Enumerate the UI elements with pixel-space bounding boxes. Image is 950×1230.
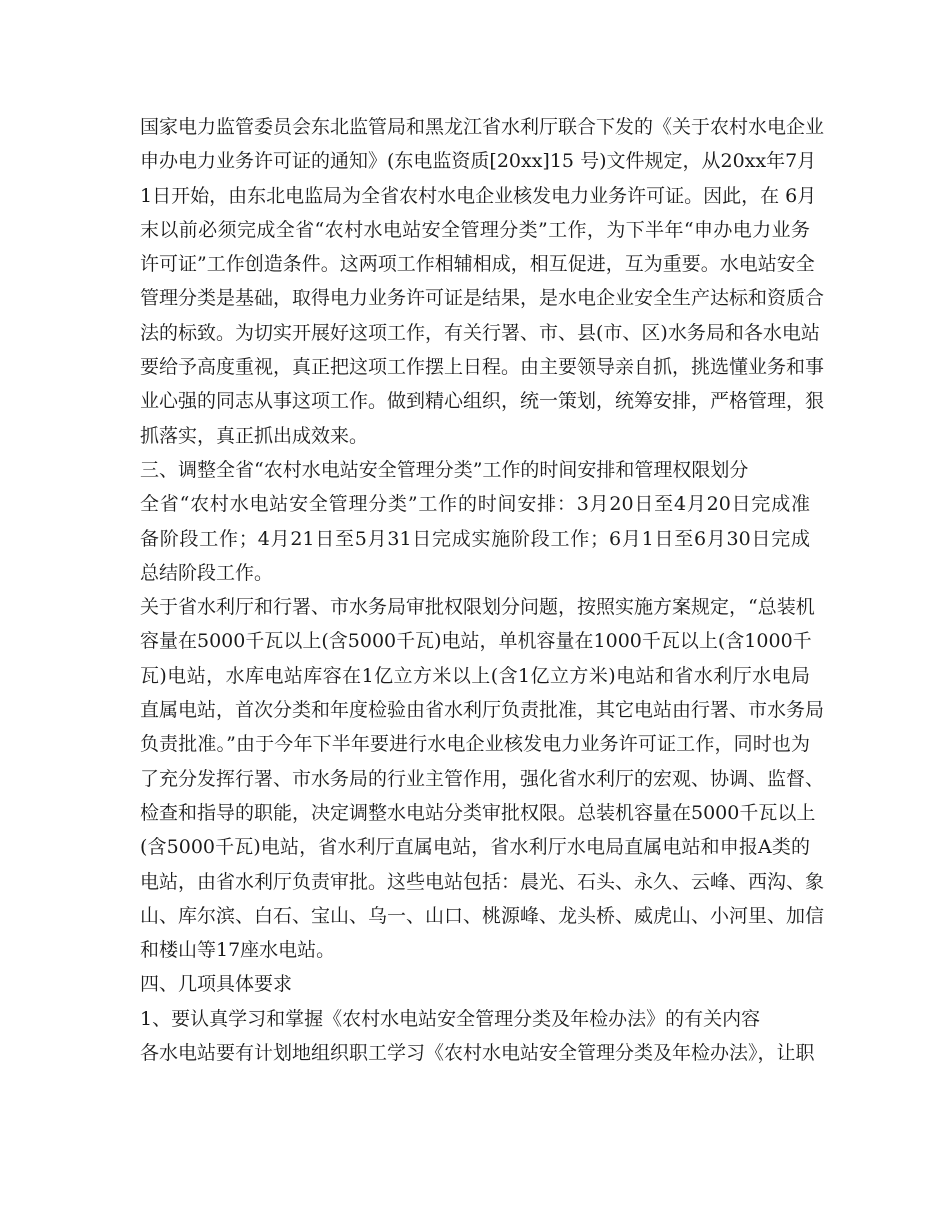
- text-line: 申办电力业务许可证的通知》(东电监资质[20xx]15 号)文件规定，从20xx年7月: [140, 150, 817, 173]
- text-line: 容量在5000千瓦以上(含5000千瓦)电站，单机容量在1000千瓦以上(含1000千: [140, 630, 812, 653]
- text-line: 国家电力监管委员会东北监管局和黑龙江省水利厅联合下发的《关于农村水电企业: [140, 116, 825, 138]
- text-line: 法的标致。为切实开展好这项工作，有关行署、市、县(市、区)水务局和各水电站: [140, 321, 820, 344]
- text-line: 检查和指导的职能，决定调整水电站分类审批权限。总装机容量在5000千瓦以上: [140, 801, 816, 824]
- text-line: 了充分发挥行署、市水务局的行业主管作用，强化省水利厅的宏观、协调、监督、: [140, 767, 825, 790]
- text-line: (含5000千瓦)电站，省水利厅直属电站，省水利厅水电局直属电站和申报A类的: [140, 836, 810, 859]
- text-line: 瓦)电站，水库电站库容在1亿立方米以上(含1亿立方米)电站和省水利厅水电局: [140, 664, 810, 687]
- text-line: 业心强的同志从事这项工作。做到精心组织，统一策划，统筹安排，严格管理，狠: [140, 390, 825, 413]
- text-line: 直属电站，首次分类和年度检验由省水利厅负责批准，其它电站由行署、市水务局: [140, 699, 825, 722]
- section-heading-3: 三、调整全省“农村水电站安全管理分类”工作的时间安排和管理权限划分: [140, 458, 749, 481]
- text-line: 负责批准。”由于今年下半年要进行水电企业核发电力业务许可证工作，同时也为: [140, 733, 810, 756]
- paragraph-last-line: 总结阶段工作。: [140, 561, 274, 584]
- section-heading-4: 四、几项具体要求: [140, 973, 293, 996]
- text-line: 关于省水利厅和行署、市水务局审批权限划分问题，按照实施方案规定，“总装机: [140, 596, 815, 619]
- text-line: 各水电站要有计划地组织职工学习《农村水电站安全管理分类及年检办法》，让职: [140, 1042, 815, 1065]
- paragraph-last-line: 抓落实，真正抓出成效来。: [140, 424, 369, 447]
- text-line: 全省“农村水电站安全管理分类”工作的时间安排：3月20日至4月20日完成准: [140, 493, 810, 516]
- text-line: 1日开始，由东北电监局为全省农村水电企业核发电力业务许可证。因此，在 6月: [140, 184, 817, 207]
- text-line: 要给予高度重视，真正把这项工作摆上日程。由主要领导亲自抓，挑选懂业务和事: [140, 356, 825, 379]
- text-line: 末以前必须完成全省“农村水电站安全管理分类”工作，为下半年“申办电力业务: [140, 218, 810, 241]
- text-line: 电站，由省水利厅负责审批。这些电站包括：晨光、石头、永久、云峰、西沟、象: [140, 870, 825, 893]
- subheading-1: 1、要认真学习和掌握《农村水电站安全管理分类及年检办法》的有关内容: [140, 1007, 761, 1030]
- text-line: 管理分类是基础，取得电力业务许可证是结果，是水电企业安全生产达标和资质合: [140, 287, 825, 310]
- text-line: 山、库尔滨、白石、宝山、乌一、山口、桃源峰、龙头桥、威虎山、小河里、加信: [140, 904, 825, 927]
- paragraph-last-line: 和楼山等17座水电站。: [140, 939, 336, 962]
- document-page: [140, 110, 825, 1070]
- text-line: 许可证”工作创造条件。这两项工作相辅相成，相互促进，互为重要。水电站安全: [140, 253, 815, 276]
- text-line: 备阶段工作；4月21日至5月31日完成实施阶段工作；6月1日至6月30日完成: [140, 527, 810, 550]
